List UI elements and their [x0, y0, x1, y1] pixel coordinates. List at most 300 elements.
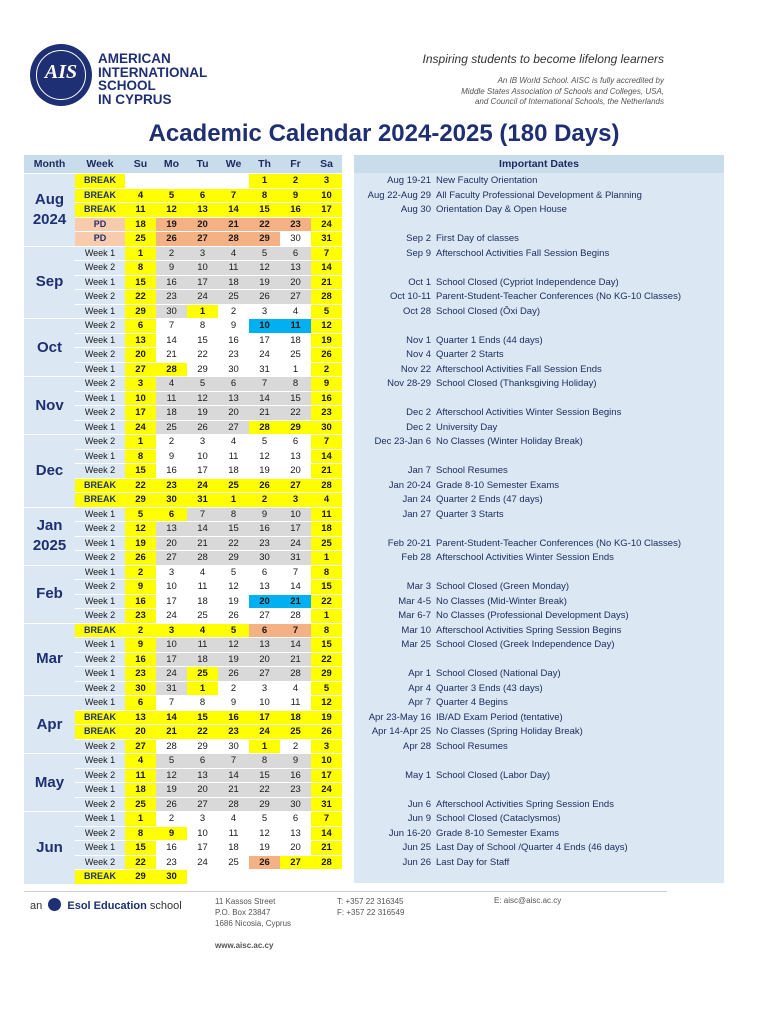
day-cell: 30 [311, 421, 342, 435]
day-cell: 8 [249, 754, 280, 768]
event-description: IB/AD Exam Period (tentative) [436, 711, 563, 723]
event-date: Sep 2 [406, 233, 431, 244]
day-cell: 24 [249, 725, 280, 739]
day-cell: 18 [280, 711, 311, 725]
day-cell: 29 [125, 305, 156, 319]
day-cell: 29 [125, 870, 156, 884]
event-date: May 1 [405, 769, 431, 781]
event-date: Jan 27 [402, 508, 431, 520]
day-cell: 7 [218, 189, 249, 203]
day-cell: 24 [311, 783, 342, 797]
day-cell: 22 [125, 856, 156, 870]
day-cell: 1 [187, 682, 218, 696]
week-row [75, 492, 342, 507]
week-label: BREAK [75, 870, 125, 884]
day-cell: 6 [187, 754, 218, 768]
day-cell: 18 [187, 595, 218, 609]
day-cell: 9 [156, 827, 187, 841]
address-line: 11 Kassos Street [215, 897, 276, 906]
day-cell: 5 [187, 377, 218, 391]
event-description: No Classes (Mid-Winter Break) [436, 595, 567, 607]
day-cell: 27 [156, 551, 187, 565]
event-description: School Closed (Thanksgiving Holiday) [436, 378, 597, 389]
day-cell: 22 [280, 406, 311, 420]
day-cell: 29 [280, 421, 311, 435]
week-label: Week 2 [75, 435, 125, 449]
day-cell: 5 [156, 754, 187, 768]
event-date: Feb 20-21 [387, 537, 431, 549]
important-date-item [354, 464, 724, 477]
fax-number: F: +357 22 316549 [337, 908, 405, 917]
important-date-item [354, 609, 724, 622]
week-row [75, 260, 342, 275]
day-cell: 13 [187, 203, 218, 217]
week-label: Week 1 [75, 841, 125, 855]
week-row [75, 347, 342, 362]
event-date: Apr 28 [403, 740, 431, 752]
day-cell: 20 [125, 725, 156, 739]
day-cell: 12 [187, 392, 218, 406]
important-date-item [354, 696, 724, 709]
day-cell: 28 [218, 232, 249, 246]
day-cell: 19 [218, 595, 249, 609]
important-date-item [354, 232, 724, 245]
day-cell: 30 [280, 798, 311, 812]
day-cell: 16 [156, 841, 187, 855]
event-date: Oct 10-11 [389, 291, 431, 302]
day-cell: 17 [280, 522, 311, 536]
week-label: Week 2 [75, 798, 125, 812]
day-cell: 12 [218, 638, 249, 652]
day-cell: 3 [311, 174, 342, 188]
day-cell: 27 [187, 232, 218, 246]
day-cell: 10 [156, 638, 187, 652]
day-cell: 9 [280, 189, 311, 203]
brand-prefix: an [30, 900, 43, 912]
event-description: School Resumes [436, 740, 508, 752]
day-cell: 26 [311, 725, 342, 739]
day-cell: 9 [125, 580, 156, 594]
day-cell: 8 [125, 450, 156, 464]
day-cell: 16 [218, 711, 249, 725]
day-cell: 14 [280, 638, 311, 652]
header-wednesday: We [225, 158, 242, 170]
day-cell: 27 [218, 421, 249, 435]
month-label-line: 2024 [32, 210, 67, 228]
school-name-line: AMERICAN [98, 51, 171, 66]
day-cell: 31 [187, 493, 218, 507]
day-cell: 31 [249, 363, 280, 377]
day-cell: 22 [249, 218, 280, 232]
day-cell: 19 [187, 406, 218, 420]
day-cell: 21 [311, 464, 342, 478]
week-label: Week 2 [75, 769, 125, 783]
event-description: Grade 8-10 Semester Exams [436, 479, 560, 491]
day-cell: 4 [280, 682, 311, 696]
day-cell: 15 [125, 276, 156, 290]
day-cell: 21 [218, 218, 249, 232]
accreditation-note [461, 76, 664, 108]
event-description: No Classes (Winter Holiday Break) [436, 436, 583, 447]
important-date-item [354, 406, 724, 419]
event-date: Nov 28-29 [387, 378, 431, 389]
event-description: No Classes (Professional Development Days) [436, 610, 629, 621]
week-row [75, 869, 342, 884]
day-cell: 1 [125, 247, 156, 261]
week-row [75, 637, 342, 652]
day-cell: 31 [311, 232, 342, 246]
day-cell: 11 [280, 696, 311, 710]
event-date: Apr 4 [408, 682, 431, 694]
event-description: Quarter 2 Starts [436, 349, 504, 360]
day-cell: 12 [311, 696, 342, 710]
important-dates-header: Important Dates [354, 155, 724, 173]
day-cell: 18 [125, 218, 156, 232]
event-date: Jun 26 [402, 856, 431, 868]
week-label: Week 2 [75, 653, 125, 667]
day-cell: 18 [218, 841, 249, 855]
day-cell: 23 [156, 290, 187, 304]
brand-name: Esol Education [67, 900, 147, 912]
day-cell: 5 [311, 682, 342, 696]
event-description: School Closed (Green Monday) [436, 581, 570, 592]
day-cell: 20 [280, 276, 311, 290]
day-cell: 13 [125, 334, 156, 348]
day-cell: 17 [311, 769, 342, 783]
week-label: Week 2 [75, 682, 125, 696]
day-cell: 1 [280, 363, 311, 377]
day-cell: 30 [218, 740, 249, 754]
day-cell: 14 [311, 827, 342, 841]
event-description: Afterschool Activities Winter Session Begins [436, 407, 622, 418]
week-label: Week 2 [75, 261, 125, 275]
day-cell: 22 [249, 783, 280, 797]
month-label [24, 173, 75, 246]
week-label: Week 2 [75, 827, 125, 841]
day-cell: 5 [156, 189, 187, 203]
day-cell: 19 [125, 537, 156, 551]
day-cell: 8 [311, 624, 342, 638]
day-cell: 30 [218, 363, 249, 377]
day-cell: 15 [249, 203, 280, 217]
month-label-line: Nov [35, 396, 64, 414]
day-cell: 29 [187, 363, 218, 377]
day-cell: 23 [218, 725, 249, 739]
day-cell: 20 [187, 218, 218, 232]
day-cell: 9 [125, 638, 156, 652]
important-date-item [354, 711, 724, 724]
day-cell: 4 [125, 189, 156, 203]
day-cell: 27 [249, 667, 280, 681]
important-date-item [354, 348, 724, 361]
month-label [24, 246, 75, 319]
day-cell: 7 [280, 624, 311, 638]
event-date: Jun 9 [407, 813, 431, 824]
day-cell: 26 [249, 290, 280, 304]
week-row [75, 623, 342, 638]
important-date-item [354, 769, 724, 782]
day-cell: 6 [125, 696, 156, 710]
day-cell: 30 [280, 232, 311, 246]
week-row [75, 478, 342, 493]
website-link[interactable]: www.aisc.ac.cy [215, 941, 274, 950]
day-cell: 17 [156, 595, 187, 609]
day-cell: 4 [218, 435, 249, 449]
important-date-item [354, 203, 724, 216]
event-description: School Closed (Cataclysmos) [436, 813, 561, 824]
day-cell: 4 [280, 305, 311, 319]
day-cell: 8 [280, 377, 311, 391]
week-label: Week 1 [75, 595, 125, 609]
month-label-line: Aug [34, 190, 65, 208]
day-cell: 2 [125, 624, 156, 638]
event-description: First Day of classes [436, 233, 519, 244]
week-row [75, 275, 342, 290]
event-date: Dec 2 [406, 407, 431, 418]
day-cell: 10 [187, 261, 218, 275]
event-description: Afterschool Activities Winter Session Ends [436, 552, 614, 563]
footer-divider [24, 891, 667, 892]
day-cell: 13 [249, 638, 280, 652]
important-date-item [354, 841, 724, 854]
day-cell: 19 [218, 653, 249, 667]
week-row [75, 333, 342, 348]
day-cell: 26 [218, 609, 249, 623]
month-label-line: Feb [36, 585, 63, 602]
day-cell: 14 [280, 580, 311, 594]
day-cell: 3 [156, 566, 187, 580]
week-row [75, 782, 342, 797]
month-label [24, 753, 75, 811]
day-cell: 19 [249, 276, 280, 290]
month-label [24, 565, 75, 623]
day-cell: 3 [249, 682, 280, 696]
day-cell: 28 [311, 479, 342, 493]
day-cell: 12 [125, 522, 156, 536]
day-cell: 18 [218, 276, 249, 290]
day-cell: 26 [156, 798, 187, 812]
event-description: Last Day of School /Quarter 4 Ends (46 days) [436, 842, 628, 853]
week-label: BREAK [75, 711, 125, 725]
event-date: Sep 9 [406, 247, 431, 259]
day-cell: 27 [280, 856, 311, 870]
week-row [75, 202, 342, 217]
day-cell: 4 [218, 812, 249, 826]
day-cell: 20 [187, 783, 218, 797]
important-date-item [354, 595, 724, 608]
day-cell: 8 [125, 261, 156, 275]
email-address[interactable]: E: aisc@aisc.ac.cy [494, 896, 562, 905]
important-date-item [354, 247, 724, 260]
day-cell: 26 [218, 667, 249, 681]
day-cell: 29 [249, 232, 280, 246]
week-label: Week 1 [75, 696, 125, 710]
week-row [75, 855, 342, 870]
week-row [75, 231, 342, 246]
day-cell: 5 [249, 812, 280, 826]
day-cell: 16 [311, 392, 342, 406]
day-cell: 8 [187, 319, 218, 333]
event-date: Apr 23-May 16 [368, 711, 431, 723]
day-cell: 24 [187, 856, 218, 870]
address-line: 1686 Nicosia, Cyprus [215, 919, 292, 928]
event-description: Quarter 2 Ends (47 days) [436, 494, 543, 505]
header-month: Month [33, 158, 66, 170]
week-row [75, 405, 342, 420]
day-cell: 29 [187, 740, 218, 754]
day-cell: 8 [311, 566, 342, 580]
important-date-item [354, 740, 724, 753]
event-date: Mar 4-5 [398, 595, 431, 607]
esol-brand [30, 898, 182, 912]
week-row [75, 246, 342, 261]
day-cell: 25 [218, 856, 249, 870]
event-date: Jun 25 [402, 842, 431, 853]
important-date-item [354, 377, 724, 390]
month-label-line: Jan [36, 517, 63, 534]
important-date-item [354, 551, 724, 564]
day-cell: 15 [280, 392, 311, 406]
day-cell: 9 [218, 319, 249, 333]
day-cell: 12 [249, 261, 280, 275]
day-cell: 15 [187, 334, 218, 348]
day-cell: 23 [249, 537, 280, 551]
day-cell: 1 [311, 551, 342, 565]
tagline: Inspiring students to become lifelong learners [422, 52, 664, 66]
day-cell: 26 [156, 232, 187, 246]
day-cell: 28 [156, 363, 187, 377]
month-label-line: Oct [36, 338, 62, 356]
day-cell: 25 [280, 348, 311, 362]
event-date: Mar 6-7 [398, 610, 431, 621]
day-cell: 22 [311, 595, 342, 609]
month-label-line: Apr [36, 715, 63, 733]
important-date-item [354, 290, 724, 303]
month-label-line: Dec [35, 461, 64, 479]
day-cell: 3 [187, 812, 218, 826]
day-cell: 31 [311, 798, 342, 812]
day-cell: 20 [125, 348, 156, 362]
day-cell: 27 [280, 479, 311, 493]
day-cell: 18 [156, 406, 187, 420]
event-description: All Faculty Professional Development & Planning [436, 189, 642, 201]
day-cell: 23 [218, 348, 249, 362]
day-cell: 2 [311, 363, 342, 377]
day-cell: 9 [311, 377, 342, 391]
week-label: Week 1 [75, 363, 125, 377]
event-description: Parent-Student-Teacher Conferences (No KG-10 Classes) [436, 537, 682, 549]
event-description: Parent-Student-Teacher Conferences (No KG-10 Classes) [436, 291, 682, 302]
day-cell: 10 [187, 827, 218, 841]
day-cell: 21 [280, 653, 311, 667]
day-cell: 11 [156, 392, 187, 406]
day-cell: 10 [187, 450, 218, 464]
day-cell: 22 [125, 290, 156, 304]
month-label [24, 434, 75, 507]
day-cell: 14 [311, 261, 342, 275]
event-date: Jan 20-24 [388, 479, 431, 491]
day-cell: 24 [187, 479, 218, 493]
day-cell: 25 [156, 421, 187, 435]
day-cell: 7 [218, 754, 249, 768]
important-date-item [354, 827, 724, 840]
day-cell: 2 [156, 247, 187, 261]
important-date-item [354, 725, 724, 738]
day-cell: 6 [249, 624, 280, 638]
event-date: Jun 16-20 [388, 827, 431, 839]
day-cell: 17 [187, 276, 218, 290]
week-row [75, 289, 342, 304]
day-cell: 24 [311, 218, 342, 232]
day-cell: 1 [249, 174, 280, 188]
month-label-line: 2025 [32, 537, 67, 554]
day-cell: 7 [280, 566, 311, 580]
day-cell: 25 [280, 725, 311, 739]
day-cell: 10 [156, 580, 187, 594]
day-cell: 2 [218, 682, 249, 696]
day-cell: 23 [280, 783, 311, 797]
day-cell: 14 [156, 711, 187, 725]
day-cell: 20 [280, 841, 311, 855]
day-cell: 6 [280, 435, 311, 449]
day-cell: 26 [249, 856, 280, 870]
day-cell: 24 [156, 609, 187, 623]
day-cell: 11 [218, 261, 249, 275]
day-cell: 31 [156, 682, 187, 696]
day-cell: 5 [125, 508, 156, 522]
week-label: BREAK [75, 725, 125, 739]
day-cell: 23 [156, 479, 187, 493]
day-cell: 20 [280, 464, 311, 478]
day-cell: 1 [125, 435, 156, 449]
week-label: Week 2 [75, 319, 125, 333]
important-date-item [354, 363, 724, 376]
day-cell [249, 870, 280, 884]
week-label: BREAK [75, 479, 125, 493]
phone-number: T: +357 22 316345 [337, 897, 404, 906]
event-description: Afterschool Activities Fall Session Begins [436, 247, 610, 259]
event-description: Last Day for Staff [436, 856, 510, 868]
day-cell: 23 [156, 856, 187, 870]
day-cell: 24 [187, 290, 218, 304]
important-date-item [354, 508, 724, 521]
day-cell: 18 [125, 783, 156, 797]
school-name-line: INTERNATIONAL [98, 64, 208, 80]
week-row [75, 507, 342, 522]
day-cell: 27 [125, 363, 156, 377]
day-cell: 28 [280, 667, 311, 681]
day-cell: 12 [311, 319, 342, 333]
event-description: School Closed (Labor Day) [436, 769, 551, 781]
week-label: Week 1 [75, 276, 125, 290]
day-cell: 24 [249, 348, 280, 362]
event-description: Quarter 4 Begins [436, 697, 508, 708]
day-cell: 5 [218, 566, 249, 580]
day-cell: 3 [125, 377, 156, 391]
day-cell: 5 [218, 624, 249, 638]
brand-suffix: school [149, 900, 182, 912]
event-description: School Closed (Cypriot Independence Day) [436, 276, 619, 288]
day-cell [311, 870, 342, 884]
week-label: Week 1 [75, 334, 125, 348]
event-date: Mar 10 [401, 624, 431, 636]
month-label-line: Jun [36, 838, 63, 856]
day-cell: 30 [156, 870, 187, 884]
day-cell: 6 [280, 247, 311, 261]
day-cell: 27 [187, 798, 218, 812]
school-name-line: SCHOOL [98, 78, 156, 93]
event-date: Jan 24 [402, 494, 431, 505]
